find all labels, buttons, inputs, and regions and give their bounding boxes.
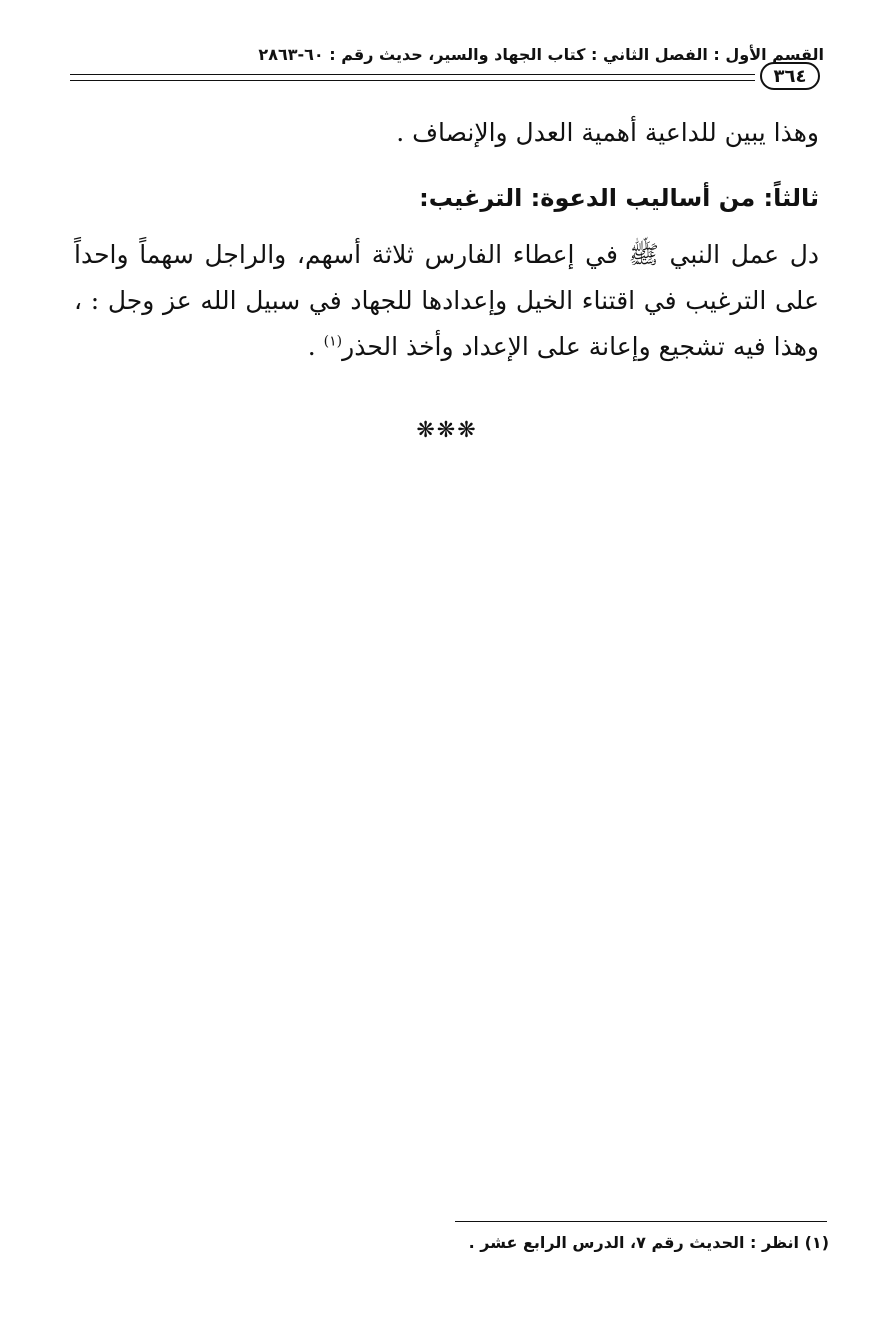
section-heading: ثالثاً: من أساليب الدعوة: الترغيب: (419, 184, 819, 212)
paragraph-justice (74, 110, 819, 156)
paragraph-justice-text: وهذا يبين للداعية أهمية العدل والإنصاف . (396, 118, 819, 147)
paragraph-encouragement-text: دل عمل النبي ﷺ في إعطاء الفارس ثلاثة أسهم، والراجل سهماً واحداً على الترغيب في اقتناء الخيل وإعدادها للجهاد في سبيل الله عز وجل : ، وهذا فيه تشجيع وإعانة على الإعداد وأخذ الحذر (74, 240, 819, 361)
paragraph-end-period: . (307, 332, 324, 361)
page-number: ٣٦٤ (760, 62, 820, 90)
running-header: القسم الأول : الفصل الثاني : كتاب الجهاد والسير، حديث رقم : ٦٠-٢٨٦٣ (258, 45, 824, 64)
paragraph-encouragement (74, 232, 819, 370)
section-separator: ❋❋❋ (416, 418, 478, 443)
footnote-rule (455, 1221, 827, 1222)
footnote-marker: (١) (323, 333, 343, 350)
footnote-1: (١) انظر : الحديث رقم ٧، الدرس الرابع عشر . (468, 1233, 829, 1252)
header-double-rule (70, 74, 755, 81)
